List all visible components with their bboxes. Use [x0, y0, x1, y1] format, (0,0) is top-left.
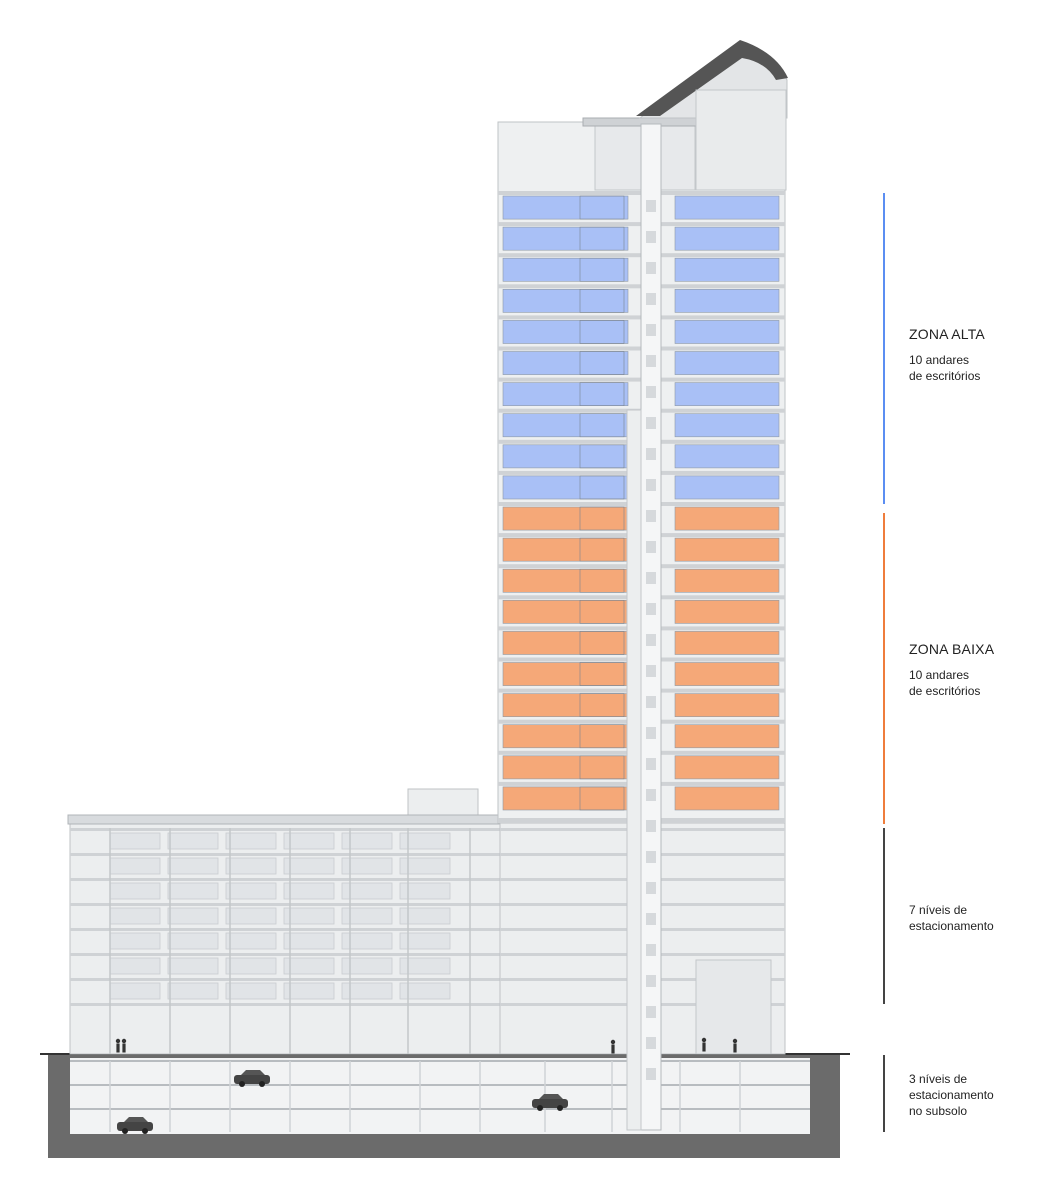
zona-alta-bar: [883, 193, 885, 504]
zona-baixa-line1: 10 andares: [909, 668, 970, 682]
office-floor-left: [503, 258, 628, 281]
elevator-door: [646, 479, 656, 491]
podium-screen-panel: [110, 883, 160, 899]
office-floor-right: [675, 289, 779, 312]
person-icon: [702, 1043, 705, 1052]
podium-screen-panel: [284, 858, 334, 874]
office-floor-left: [503, 725, 628, 748]
podium-screen-panel: [284, 958, 334, 974]
basement-label: [909, 1071, 994, 1119]
podium-screen-panel: [110, 858, 160, 874]
elevator-door: [646, 696, 656, 708]
podium-roof-slab: [68, 815, 502, 824]
elevator-door: [646, 882, 656, 894]
elevator-door: [646, 417, 656, 429]
podium-screen-panel: [226, 958, 276, 974]
office-floor-right: [675, 445, 779, 468]
car-icon: [122, 1128, 128, 1134]
podium-screen-panel: [226, 883, 276, 899]
elevator-door: [646, 510, 656, 522]
podium-slab: [70, 978, 500, 981]
parking-bar: [883, 828, 885, 1004]
podium-screen-panel: [226, 858, 276, 874]
person-icon: [116, 1044, 119, 1053]
person-icon: [733, 1044, 736, 1053]
elevator-door: [646, 293, 656, 305]
office-floor-right: [675, 352, 779, 375]
podium-screen-panel: [168, 883, 218, 899]
podium-screen-panel: [168, 858, 218, 874]
elevator-door: [646, 603, 656, 615]
person-icon: [611, 1040, 615, 1044]
person-icon: [122, 1044, 125, 1053]
podium-slab: [70, 853, 500, 856]
office-floor-left: [503, 787, 628, 810]
zona-baixa-title: ZONA BAIXA: [909, 641, 995, 657]
elevator-door: [646, 1006, 656, 1018]
podium-screen-panel: [226, 833, 276, 849]
car-icon: [557, 1105, 563, 1111]
office-floor-right: [675, 320, 779, 343]
office-floor-right: [675, 725, 779, 748]
podium-screen-panel: [168, 958, 218, 974]
office-floor-right: [675, 476, 779, 499]
office-floor-right: [675, 227, 779, 250]
zona-alta-line1: 10 andares: [909, 353, 970, 367]
office-floor-left: [503, 227, 628, 250]
podium-screen-panel: [168, 833, 218, 849]
office-floor-right: [675, 787, 779, 810]
podium-screen-panel: [168, 933, 218, 949]
zona-baixa-bar: [883, 513, 885, 824]
elevator-door: [646, 448, 656, 460]
podium-screen-panel: [226, 908, 276, 924]
elevator-door: [646, 200, 656, 212]
zona-alta-label: [909, 326, 985, 384]
elevator-door: [646, 727, 656, 739]
office-floor-left: [503, 694, 628, 717]
podium-screen-panel: [284, 983, 334, 999]
office-floor-right: [675, 414, 779, 437]
office-floor-right: [675, 507, 779, 530]
podium-screen-panel: [284, 883, 334, 899]
podium-screen-panel: [168, 908, 218, 924]
person-icon: [116, 1039, 120, 1043]
elevator-door: [646, 975, 656, 987]
office-floor-left: [503, 476, 628, 499]
office-floor-right: [675, 538, 779, 561]
elevator-door: [646, 355, 656, 367]
office-floor-right: [675, 383, 779, 406]
office-floor-left: [503, 445, 628, 468]
car-icon: [537, 1105, 543, 1111]
person-icon: [611, 1045, 614, 1054]
podium-screen-panel: [284, 933, 334, 949]
elevator-door: [646, 262, 656, 274]
podium-screen-panel: [168, 983, 218, 999]
car-icon: [142, 1128, 148, 1134]
office-floor-left: [503, 538, 628, 561]
podium-screen-panel: [110, 983, 160, 999]
elevator-door: [646, 820, 656, 832]
podium-screen-panel: [110, 833, 160, 849]
podium-screen-panel: [110, 933, 160, 949]
office-floor-left: [503, 352, 628, 375]
crown-side: [696, 90, 786, 190]
podium-screen-panel: [110, 908, 160, 924]
podium-screen-panel: [226, 933, 276, 949]
basement-line2: estacionamento: [909, 1088, 994, 1102]
zona-baixa-line2: de escritórios: [909, 684, 981, 698]
person-icon: [733, 1039, 737, 1043]
office-floor-left: [503, 600, 628, 623]
podium-slab: [70, 928, 500, 931]
elevator-door: [646, 386, 656, 398]
elevator-door: [646, 851, 656, 863]
office-floor-left: [503, 196, 628, 219]
elevator-door: [646, 944, 656, 956]
podium-slab: [70, 903, 500, 906]
parking-line1: 7 níveis de: [909, 903, 968, 917]
elevator-door: [646, 572, 656, 584]
office-floor-left: [503, 569, 628, 592]
basement-bar: [883, 1055, 885, 1132]
elevator-door: [646, 634, 656, 646]
office-floor-left: [503, 507, 628, 530]
car-icon: [259, 1081, 265, 1087]
office-floor-left: [503, 289, 628, 312]
zona-alta-title: ZONA ALTA: [909, 326, 985, 342]
office-floor-right: [675, 600, 779, 623]
elevator-door: [646, 541, 656, 553]
office-floor-right: [675, 756, 779, 779]
car-icon: [239, 1081, 245, 1087]
elevator-door: [646, 1037, 656, 1049]
elevator-door: [646, 665, 656, 677]
parking-line2: estacionamento: [909, 919, 994, 933]
podium-screen-panel: [110, 958, 160, 974]
elevator-door: [646, 789, 656, 801]
office-floor-right: [675, 631, 779, 654]
person-icon: [122, 1039, 126, 1043]
parking-podium: [68, 789, 785, 1054]
basement-line1: 3 níveis de: [909, 1072, 968, 1086]
office-floor-left: [503, 631, 628, 654]
elevator-door: [646, 1068, 656, 1080]
elevator-door: [646, 231, 656, 243]
podium-screen-panel: [284, 833, 334, 849]
podium-slab: [70, 878, 500, 881]
office-floor-right: [675, 569, 779, 592]
office-floor-right: [675, 663, 779, 686]
basement-interior: [70, 1058, 810, 1134]
podium-slab: [70, 953, 500, 956]
office-floor-right: [675, 258, 779, 281]
basement-line3: no subsolo: [909, 1104, 968, 1118]
basement-and-ground: [40, 1054, 850, 1158]
office-floor-right: [675, 196, 779, 219]
podium-slab: [70, 1003, 500, 1006]
core-secondary: [627, 410, 641, 1130]
elevator-door: [646, 913, 656, 925]
office-floor-left: [503, 320, 628, 343]
office-floor-left: [503, 756, 628, 779]
elevator-door: [646, 324, 656, 336]
elevator-door: [646, 758, 656, 770]
office-floor-left: [503, 663, 628, 686]
zona-baixa-label: [909, 641, 994, 699]
office-floor-right: [675, 694, 779, 717]
podium-slab: [70, 828, 500, 831]
podium-screen-panel: [226, 983, 276, 999]
office-floor-left: [503, 383, 628, 406]
parking-label: [909, 902, 994, 934]
podium-screen-panel: [284, 908, 334, 924]
person-icon: [702, 1038, 706, 1042]
zona-alta-line2: de escritórios: [909, 369, 981, 383]
office-floor-left: [503, 414, 628, 437]
